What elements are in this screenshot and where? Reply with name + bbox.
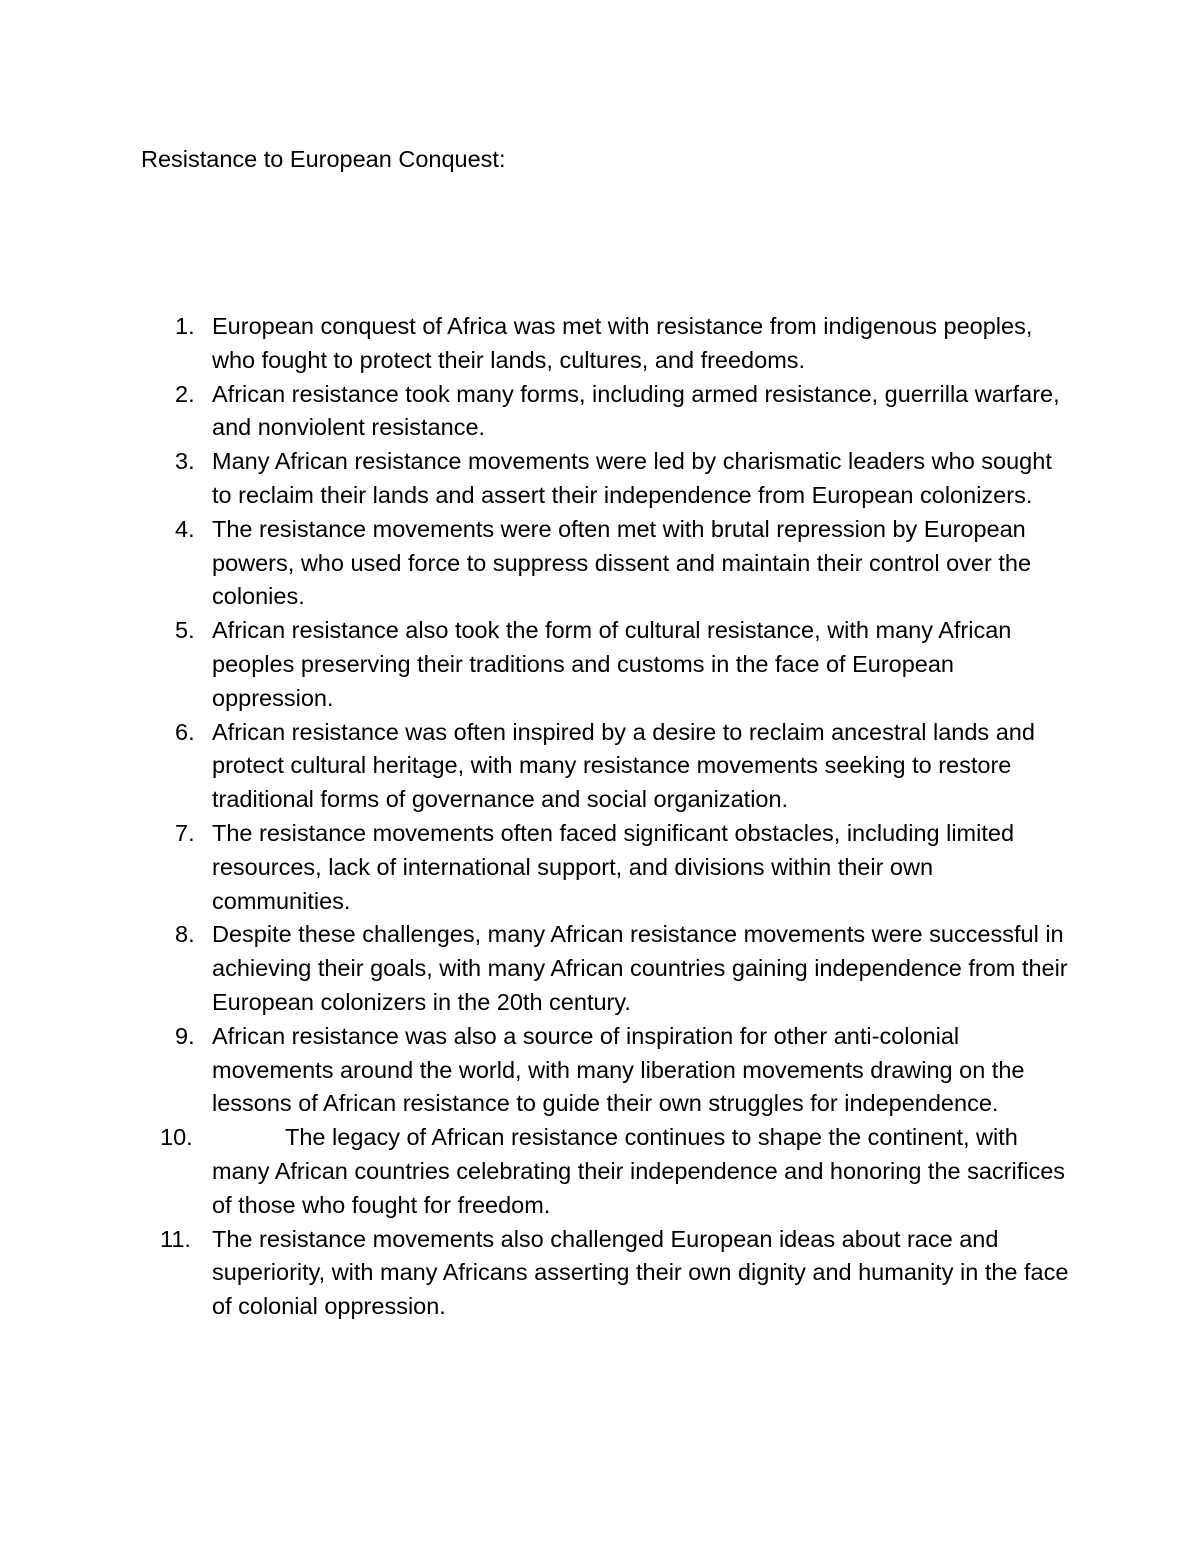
list-item xyxy=(0,513,1072,614)
list-item-text: The legacy of African resistance continues to shape the continent, with many African countries celebrating their independence and honoring the sacrifices of those who fought for freedom. xyxy=(212,1124,1066,1218)
list-item-text: The resistance movements also challenged European ideas about race and superiority, with many Africans asserting their own dignity and humanity in the face of colonial oppression. xyxy=(212,1225,1069,1320)
list-item xyxy=(0,1121,1072,1222)
list-item xyxy=(0,716,1072,817)
list-item xyxy=(0,614,1072,715)
list-item xyxy=(0,378,1072,446)
list-item-number: 5. xyxy=(175,617,195,644)
list-item-number: 4. xyxy=(175,515,195,542)
list-item xyxy=(0,1020,1072,1121)
list-item xyxy=(0,817,1072,918)
list-item-text: European conquest of Africa was met with resistance from indigenous peoples, who fought to protect their lands, cultures, and freedoms. xyxy=(212,313,1033,373)
list-item-number: 2. xyxy=(175,380,195,407)
document-title: Resistance to European Conquest: xyxy=(141,146,506,172)
list-item-number: 1. xyxy=(175,313,195,339)
numbered-list xyxy=(0,310,1200,1324)
list-item-number: 11. xyxy=(160,1225,191,1252)
list-item-text: African resistance also took the form of cultural resistance, with many African peoples preserving their traditions and customs in the face of European oppression. xyxy=(212,617,1012,711)
list-item xyxy=(0,310,1072,378)
list-item-text: African resistance took many forms, including armed resistance, guerrilla warfare, and nonviolent resistance. xyxy=(212,380,1060,441)
list-item xyxy=(0,1223,1072,1324)
list-item-text: African resistance was often inspired by a desire to reclaim ancestral lands and protect cultural heritage, with many resistance movements seeking to restore traditional forms of governance and social organization. xyxy=(212,718,1035,813)
list-item-number: 8. xyxy=(175,921,195,948)
list-item-number: 10. xyxy=(160,1124,193,1151)
list-item-number: 3. xyxy=(175,448,195,475)
list-item-text: The resistance movements were often met with brutal repression by European powers, who used force to suppress dissent and maintain their control over the colonies. xyxy=(212,515,1032,610)
list-item-number: 7. xyxy=(175,819,195,846)
list-item-text: African resistance was also a source of inspiration for other anti-colonial movements around the world, with many liberation movements drawing on the lessons of African resistance to guide their own struggles for independence. xyxy=(212,1022,1025,1117)
list-item xyxy=(0,445,1072,513)
list-item xyxy=(0,918,1072,1019)
list-item-text: Despite these challenges, many African resistance movements were successful in achieving their goals, with many African countries gaining independence from their European colonizers in the 20th century. xyxy=(212,921,1068,1015)
list-item-number: 9. xyxy=(175,1022,195,1049)
list-item-text: The resistance movements often faced significant obstacles, including limited resources, lack of international support, and divisions within their own communities. xyxy=(212,819,1015,914)
list-item-number: 6. xyxy=(175,718,195,745)
list-item-text: Many African resistance movements were led by charismatic leaders who sought to reclaim their lands and assert their independence from European colonizers. xyxy=(212,448,1052,508)
